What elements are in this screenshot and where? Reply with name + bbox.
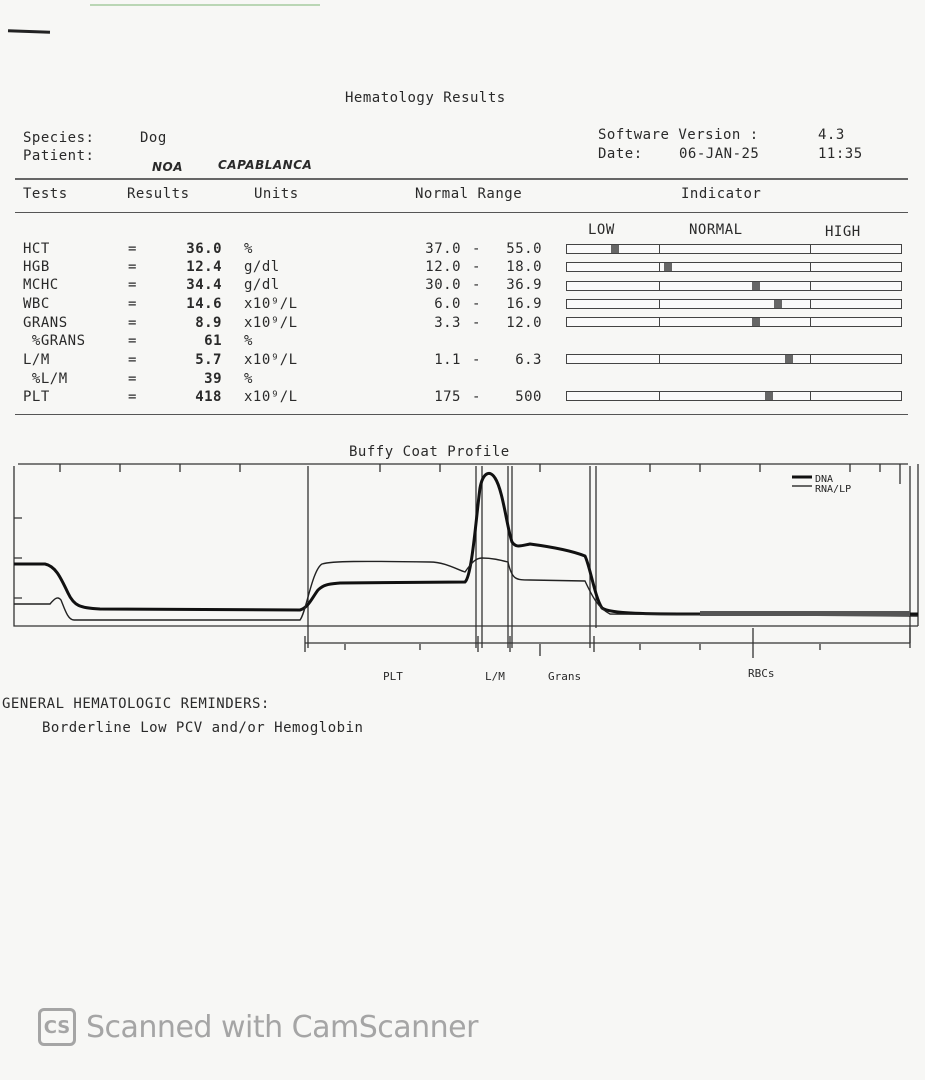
legend-rna-label: RNA/LP [815, 484, 852, 495]
patient-first-name: NOA [152, 160, 184, 174]
zone-label-ticks [345, 644, 820, 656]
result-range-high: 55.0 [506, 241, 542, 257]
result-range-low: 30.0 [425, 277, 461, 293]
indicator-high-label: HIGH [825, 224, 861, 240]
result-unit: x10⁹/L [244, 389, 298, 405]
col-tests: Tests [23, 186, 68, 202]
indicator-segment-divider [659, 391, 660, 401]
result-unit: x10⁹/L [244, 352, 298, 368]
result-value: 36.0 [186, 241, 222, 257]
graph-top-ticks [60, 464, 900, 484]
header-rule [15, 178, 908, 180]
indicator-segment-divider [659, 317, 660, 327]
result-test-name: WBC [23, 296, 50, 312]
date-label: Date: [598, 146, 643, 162]
result-value: 8.9 [195, 315, 222, 331]
indicator-bar [566, 354, 902, 364]
col-results: Results [127, 186, 190, 202]
result-unit: x10⁹/L [244, 296, 298, 312]
camscanner-logo-icon: CS [38, 1008, 76, 1046]
result-range-low: 12.0 [425, 259, 461, 275]
result-range-low: 37.0 [425, 241, 461, 257]
indicator-segment-divider [810, 317, 811, 327]
indicator-bar [566, 281, 902, 291]
indicator-low-label: LOW [588, 222, 615, 238]
result-equals: = [128, 389, 137, 405]
result-equals: = [128, 241, 137, 257]
indicator-marker [785, 355, 793, 363]
result-test-name: %L/M [23, 371, 68, 387]
result-range-low: 3.3 [434, 315, 461, 331]
indicator-segment-divider [810, 244, 811, 254]
col-normal-range: Normal Range [415, 186, 523, 202]
result-unit: % [244, 333, 253, 349]
software-version: 4.3 [818, 127, 845, 143]
date-value: 06-JAN-25 [679, 146, 760, 162]
result-test-name: HGB [23, 259, 50, 275]
result-value: 14.6 [186, 296, 222, 312]
time-value: 11:35 [818, 146, 863, 162]
graph-frame [14, 464, 918, 626]
result-equals: = [128, 352, 137, 368]
result-value: 418 [195, 389, 222, 405]
result-unit: % [244, 371, 253, 387]
indicator-marker [774, 300, 782, 308]
indicator-segment-divider [659, 281, 660, 291]
result-value: 5.7 [195, 352, 222, 368]
indicator-normal-label: NORMAL [689, 222, 743, 238]
indicator-segment-divider [659, 244, 660, 254]
results-rule [15, 414, 908, 415]
indicator-bar [566, 391, 902, 401]
result-range-high: 36.9 [506, 277, 542, 293]
indicator-segment-divider [659, 354, 660, 364]
rbc-band [700, 611, 910, 616]
buffy-coat-title: Buffy Coat Profile [349, 444, 510, 460]
zone-label-plt: PLT [383, 670, 403, 683]
report-title: Hematology Results [345, 90, 506, 106]
indicator-marker [752, 318, 760, 326]
indicator-marker [664, 263, 672, 271]
scan-artifact [90, 4, 320, 6]
result-equals: = [128, 296, 137, 312]
result-range-high: 16.9 [506, 296, 542, 312]
result-range-high: 12.0 [506, 315, 542, 331]
result-equals: = [128, 315, 137, 331]
result-test-name: HCT [23, 241, 50, 257]
indicator-bar [566, 262, 902, 272]
result-range-dash: - [472, 389, 481, 405]
result-unit: g/dl [244, 259, 280, 275]
result-range-high: 6.3 [515, 352, 542, 368]
patient-label: Patient: [23, 148, 95, 164]
indicator-segment-divider [810, 391, 811, 401]
result-range-low: 175 [434, 389, 461, 405]
indicator-bar [566, 299, 902, 309]
result-value: 39 [204, 371, 222, 387]
result-range-low: 6.0 [434, 296, 461, 312]
software-label: Software Version : [598, 127, 759, 143]
result-range-dash: - [472, 315, 481, 331]
pen-mark [8, 29, 50, 33]
species-label: Species: [23, 130, 95, 146]
zone-label-rbcs: RBCs [748, 667, 775, 680]
result-test-name: GRANS [23, 315, 68, 331]
patient-last-name: CAPABLANCA [218, 158, 313, 172]
result-test-name: L/M [23, 352, 50, 368]
indicator-bar [566, 317, 902, 327]
result-test-name: PLT [23, 389, 50, 405]
result-unit: x10⁹/L [244, 315, 298, 331]
result-equals: = [128, 371, 137, 387]
indicator-marker [752, 282, 760, 290]
buffy-coat-graph [0, 458, 925, 688]
zone-label-grans: Grans [548, 670, 582, 683]
result-range-low: 1.1 [434, 352, 461, 368]
result-equals: = [128, 333, 137, 349]
result-equals: = [128, 259, 137, 275]
result-unit: % [244, 241, 253, 257]
result-test-name: %GRANS [23, 333, 86, 349]
zone-range-line [305, 628, 910, 658]
result-unit: g/dl [244, 277, 280, 293]
indicator-segment-divider [659, 299, 660, 309]
reminders-text: Borderline Low PCV and/or Hemoglobin [42, 720, 364, 736]
dna-curve [14, 473, 918, 614]
result-range-high: 500 [515, 389, 542, 405]
result-range-dash: - [472, 352, 481, 368]
result-range-dash: - [472, 241, 481, 257]
result-equals: = [128, 277, 137, 293]
result-range-high: 18.0 [506, 259, 542, 275]
result-test-name: MCHC [23, 277, 59, 293]
indicator-bar [566, 244, 902, 254]
indicator-segment-divider [810, 281, 811, 291]
camscanner-watermark [38, 1008, 478, 1046]
indicator-segment-divider [810, 299, 811, 309]
camscanner-text: Scanned with CamScanner [86, 1009, 478, 1045]
indicator-segment-divider [810, 354, 811, 364]
result-range-dash: - [472, 296, 481, 312]
legend-dna-label: DNA [815, 474, 834, 485]
reminders-heading: GENERAL HEMATOLOGIC REMINDERS: [2, 696, 270, 712]
indicator-marker [611, 245, 619, 253]
species-value: Dog [140, 130, 167, 146]
result-value: 61 [204, 333, 222, 349]
indicator-marker [765, 392, 773, 400]
col-units: Units [254, 186, 299, 202]
indicator-segment-divider [810, 262, 811, 272]
result-range-dash: - [472, 277, 481, 293]
indicator-segment-divider [659, 262, 660, 272]
col-indicator: Indicator [681, 186, 762, 202]
graph-side-ticks [14, 518, 22, 598]
zone-label-lm: L/M [485, 670, 505, 683]
result-range-dash: - [472, 259, 481, 275]
result-value: 34.4 [186, 277, 222, 293]
columns-rule [15, 212, 908, 213]
result-value: 12.4 [186, 259, 222, 275]
